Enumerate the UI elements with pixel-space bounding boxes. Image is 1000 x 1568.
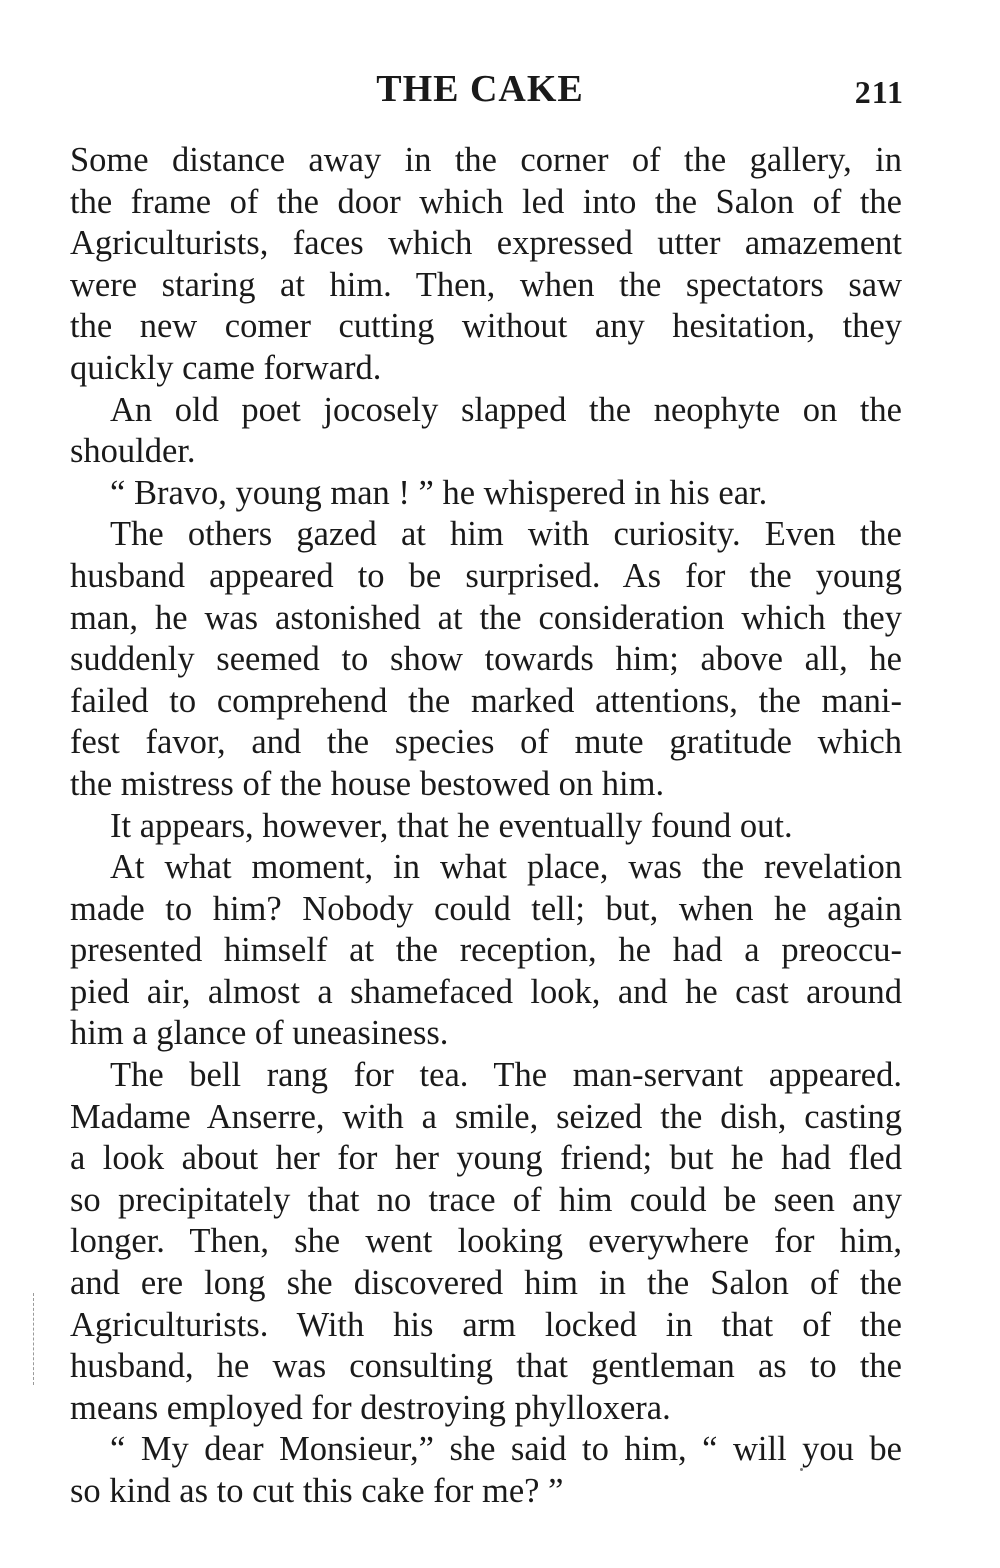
text-line: “ Bravo, young man ! ” he whispered in his ear. — [110, 473, 768, 512]
text-line: An old poet jocosely slapped the neophyte on the — [110, 390, 902, 429]
text-line: and ere long she discovered him in the Salon of the — [70, 1264, 902, 1303]
text-line: The others gazed at him with curiosity. Even the — [110, 515, 902, 554]
text-line: Some distance away in the corner of the gallery, in — [70, 141, 902, 179]
text-line: failed to comprehend the marked attentions, the mani- — [70, 681, 902, 720]
text-line: a look about her for her young friend; but he had fled — [70, 1139, 902, 1178]
text-line: pied air, almost a shamefaced look, and he cast around — [70, 972, 902, 1011]
text-line: presented himself at the reception, he had a preoccu- — [70, 931, 902, 970]
text-line: quickly came forward. — [70, 348, 382, 387]
text-line: man, he was astonished at the consideration which they — [70, 598, 902, 637]
text-line: were staring at him. Then, when the spectators saw — [70, 265, 902, 304]
text-line: husband, he was consulting that gentleman as to the — [70, 1347, 902, 1386]
body-text — [70, 140, 902, 1513]
text-line: so precipitately that no trace of him could be seen any — [70, 1180, 902, 1219]
text-line: longer. Then, she went looking everywhere for him, — [70, 1222, 902, 1261]
page-number: 211 — [854, 74, 904, 110]
text-line: It appears, however, that he eventually found out. — [110, 806, 793, 845]
text-line: means employed for destroying phylloxera. — [70, 1388, 671, 1427]
text-line: “ My dear Monsieur,” she said to him, “ will you be — [110, 1430, 902, 1469]
ink-speck — [800, 1468, 803, 1471]
running-title: THE CAKE — [376, 68, 584, 110]
text-line: made to him? Nobody could tell; but, when he again — [70, 889, 902, 928]
text-line: shoulder. — [70, 432, 196, 471]
text-line: fest favor, and the species of mute gratitude which — [70, 723, 902, 762]
text-line: Agriculturists, faces which expressed utter amazement — [70, 224, 902, 263]
text-line: The bell rang for tea. The man-servant appeared. — [110, 1056, 902, 1095]
text-line: so kind as to cut this cake for me? ” — [70, 1472, 564, 1510]
text-line: Madame Anserre, with a smile, seized the dish, casting — [70, 1097, 902, 1136]
text-line: him a glance of uneasiness. — [70, 1014, 449, 1053]
text-line: the frame of the door which led into the Salon of the — [70, 182, 902, 221]
margin-scan-mark — [33, 1293, 34, 1385]
text-line: Agriculturists. With his arm locked in that of the — [70, 1305, 902, 1344]
text-line: suddenly seemed to show towards him; above all, he — [70, 640, 902, 679]
text-line: the mistress of the house bestowed on him. — [70, 764, 665, 803]
text-line: the new comer cutting without any hesitation, they — [70, 307, 902, 346]
text-line: At what moment, in what place, was the revelation — [110, 848, 902, 887]
text-line: husband appeared to be surprised. As for the young — [70, 556, 902, 595]
